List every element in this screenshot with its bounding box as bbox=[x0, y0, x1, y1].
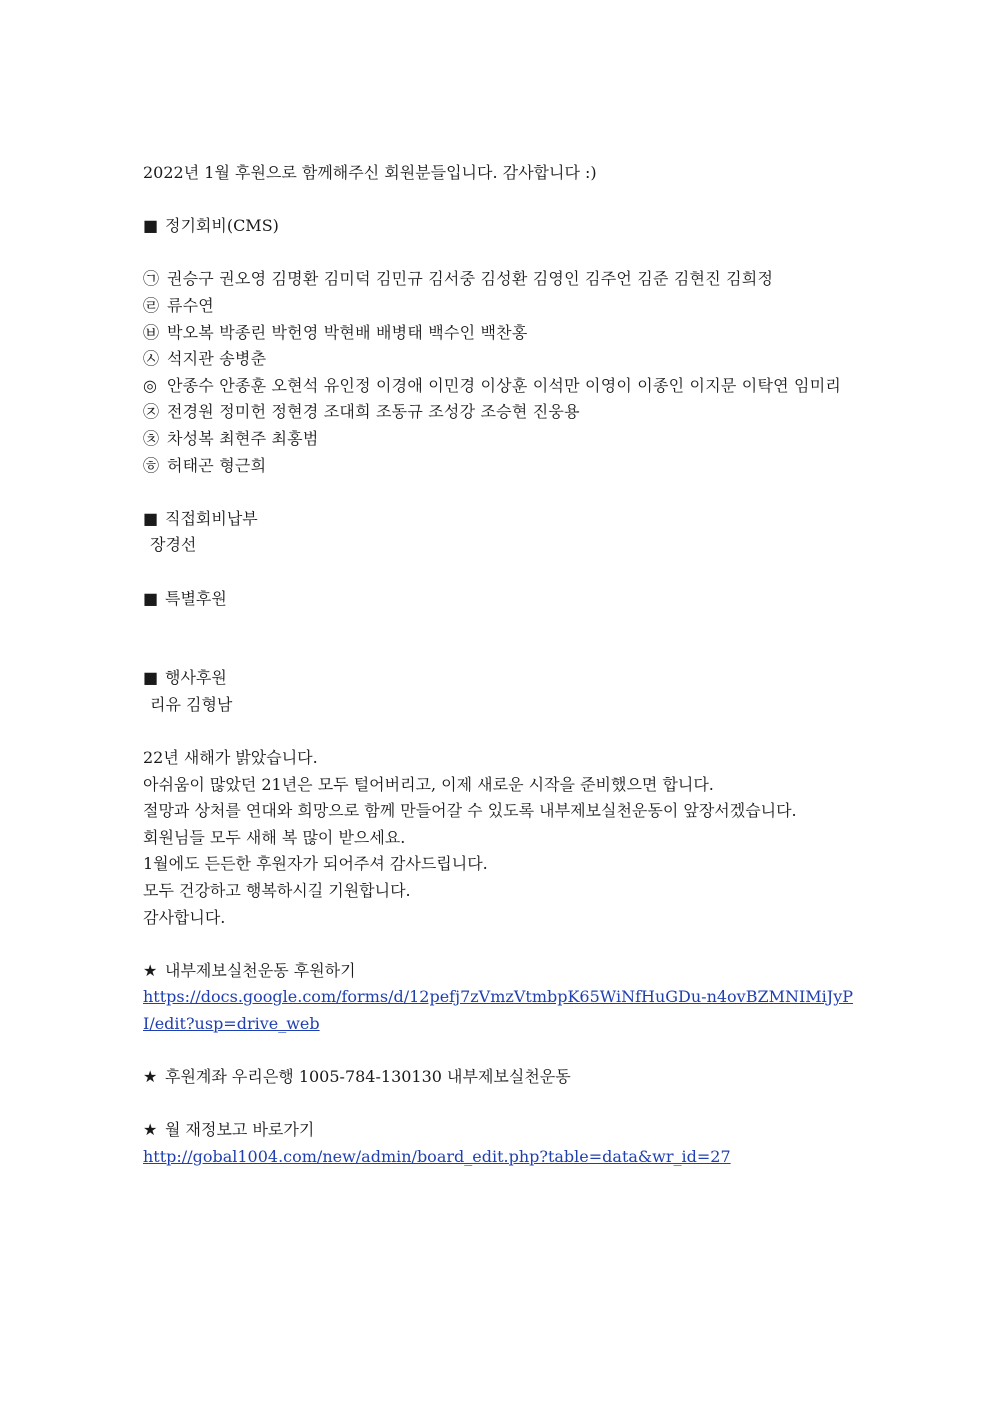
event-title: 행사후원 bbox=[165, 668, 227, 688]
member-group bbox=[143, 266, 853, 293]
star-bullet-icon: ★ bbox=[143, 1067, 158, 1087]
member-names: 안종수 안종훈 오현석 유인정 이경애 이민경 이상훈 이석만 이영이 이종인 이지문 이탁연 임미리 bbox=[167, 375, 842, 395]
group-marker-icon: ㉨ bbox=[143, 402, 160, 422]
member-names: 박오복 박종린 박헌영 박현배 배병태 백수인 백찬홍 bbox=[167, 322, 528, 342]
event-names: 리유 김형남 bbox=[150, 694, 233, 714]
member-names: 허태곤 형근희 bbox=[167, 455, 267, 475]
intro-text: 2022년 1월 후원으로 함께해주신 회원분들입니다. 감사합니다 :) bbox=[143, 163, 597, 182]
account-text: 후원계좌 우리은행 1005-784-130130 내부제보실천운동 bbox=[165, 1067, 571, 1087]
group-marker-icon: ㉭ bbox=[143, 455, 160, 475]
message-line: 회원님들 모두 새해 복 많이 받으세요. bbox=[143, 827, 406, 847]
member-group bbox=[143, 293, 853, 320]
cms-heading bbox=[143, 213, 853, 240]
member-group bbox=[143, 453, 853, 480]
message-line: 절망과 상처를 연대와 희망으로 함께 만들어갈 수 있도록 내부제보실천운동이 앞장서겠습니다. bbox=[143, 801, 797, 821]
member-names: 차성복 최현주 최홍범 bbox=[167, 428, 319, 448]
report-link-row bbox=[143, 1144, 853, 1171]
message-line: 아쉬움이 많았던 21년은 모두 털어버리고, 이제 새로운 시작을 준비했으면 합니다. bbox=[143, 774, 714, 794]
member-group bbox=[143, 346, 853, 373]
message-line: 22년 새해가 밝았습니다. bbox=[143, 748, 318, 768]
star-bullet-icon: ★ bbox=[143, 960, 158, 980]
member-group bbox=[143, 399, 853, 426]
document-page bbox=[143, 160, 853, 1171]
group-marker-icon: ㉦ bbox=[143, 349, 160, 369]
direct-names: 장경선 bbox=[150, 535, 197, 555]
cms-title: 정기회비(CMS) bbox=[165, 216, 279, 236]
group-marker-icon: ◎ bbox=[143, 375, 158, 395]
message-line: 모두 건강하고 행복하시길 기원합니다. bbox=[143, 881, 411, 901]
event-heading bbox=[143, 665, 853, 692]
report-link[interactable]: http://gobal1004.com/new/admin/board_edit.php?table=data&wr_id=27 bbox=[143, 1146, 731, 1166]
group-marker-icon: ㉥ bbox=[143, 322, 160, 342]
square-bullet-icon: ■ bbox=[143, 588, 159, 608]
member-names: 석지관 송병춘 bbox=[167, 349, 267, 369]
member-names: 권승구 권오영 김명환 김미덕 김민규 김서중 김성환 김영인 김주언 김준 김현진 김희정 bbox=[167, 269, 774, 289]
member-names: 류수연 bbox=[167, 295, 214, 315]
direct-title: 직접회비납부 bbox=[165, 508, 258, 528]
square-bullet-icon: ■ bbox=[143, 508, 159, 528]
donate-title: 내부제보실천운동 후원하기 bbox=[165, 960, 356, 980]
special-heading bbox=[143, 586, 853, 613]
direct-heading bbox=[143, 506, 853, 533]
square-bullet-icon: ■ bbox=[143, 668, 159, 688]
group-marker-icon: ㉣ bbox=[143, 295, 160, 315]
message-line: 감사합니다. bbox=[143, 907, 226, 927]
member-group bbox=[143, 426, 853, 453]
group-marker-icon: ㉠ bbox=[143, 269, 160, 289]
member-group bbox=[143, 373, 853, 400]
special-title: 특별후원 bbox=[165, 588, 227, 608]
member-group bbox=[143, 320, 853, 347]
report-heading bbox=[143, 1117, 853, 1144]
donate-link[interactable]: https://docs.google.com/forms/d/12pefj7zVmzVtmbpK65WiNfHuGDu-n4ovBZMNIMiJyPI/edit?usp=drive_web bbox=[143, 987, 854, 1033]
group-marker-icon: ㉩ bbox=[143, 428, 160, 448]
donate-heading bbox=[143, 958, 853, 985]
donate-link-row bbox=[143, 984, 853, 1037]
member-names: 전경원 정미헌 정현경 조대희 조동규 조성강 조승현 진웅용 bbox=[167, 402, 580, 422]
account-heading bbox=[143, 1064, 853, 1091]
square-bullet-icon: ■ bbox=[143, 216, 159, 236]
report-title: 월 재정보고 바로가기 bbox=[165, 1120, 315, 1140]
star-bullet-icon: ★ bbox=[143, 1120, 158, 1140]
message-line: 1월에도 든든한 후원자가 되어주셔 감사드립니다. bbox=[143, 854, 488, 874]
